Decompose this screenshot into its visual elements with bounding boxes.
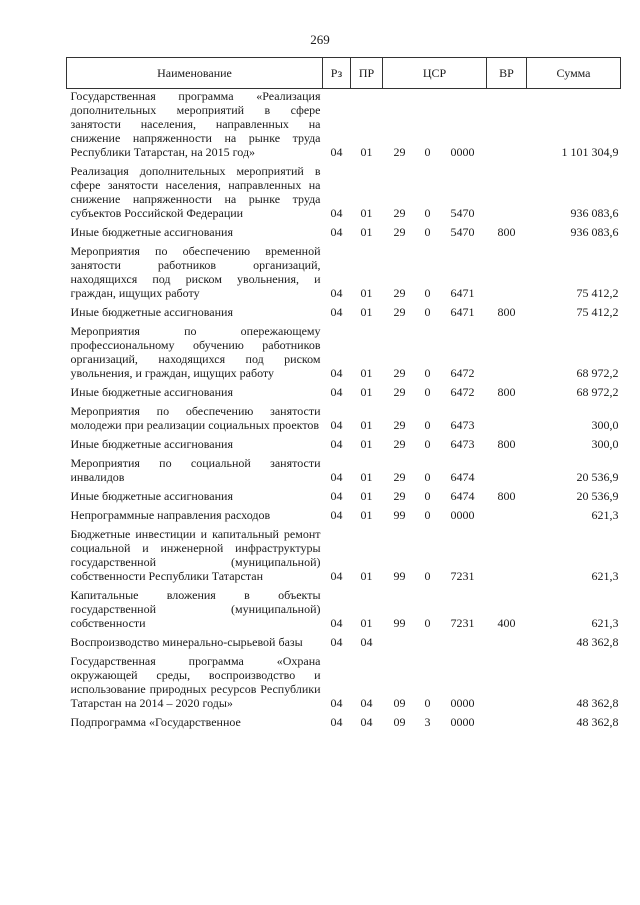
table-row	[67, 508, 621, 522]
row-pr: 01	[360, 305, 373, 319]
row-sum: 48 362,8	[576, 715, 619, 729]
row-pr: 01	[360, 145, 373, 159]
row-rz: 04	[330, 470, 343, 484]
row-vr: 800	[497, 437, 516, 451]
row-name: Подпрограмма «Государственное	[70, 715, 241, 729]
row-name: Бюджетные инвестиции и капитальный ремонт социальной и инженерной инфраструктуры государственной (муниципальной) собственности Республики Татарстан	[70, 527, 321, 583]
row-vr: 800	[497, 225, 516, 239]
row-csr-subprogram: 0	[424, 206, 431, 220]
row-vr	[487, 715, 527, 729]
page-number: 269	[310, 32, 330, 47]
row-rz: 04	[330, 206, 343, 220]
row-pr: 01	[360, 616, 373, 630]
row-csr-subprogram: 0	[424, 366, 431, 380]
row-csr-program: 29	[393, 489, 406, 503]
row-name: Мероприятия по обеспечению временной занятости работников организаций, находящихся под риском увольнения, и граждан, ищущих работу	[70, 244, 321, 300]
row-csr-direction	[439, 635, 487, 649]
row-csr-subprogram: 0	[424, 225, 431, 239]
row-rz: 04	[330, 616, 343, 630]
row-csr-program: 99	[393, 508, 406, 522]
table-row	[67, 164, 621, 220]
row-name: Иные бюджетные ассигнования	[70, 385, 233, 399]
row-csr-direction: 6473	[450, 437, 475, 451]
row-sum: 621,3	[591, 508, 619, 522]
row-csr-program: 29	[393, 470, 406, 484]
row-csr-program: 29	[393, 145, 406, 159]
table-row	[67, 489, 621, 503]
table-row	[67, 635, 621, 649]
table-row	[67, 244, 621, 300]
row-vr	[487, 527, 527, 583]
row-vr	[487, 456, 527, 484]
row-pr: 01	[360, 206, 373, 220]
row-csr-direction: 0000	[450, 145, 475, 159]
row-sum: 20 536,9	[576, 489, 619, 503]
table-row	[67, 654, 621, 710]
row-csr-direction: 6472	[450, 366, 475, 380]
row-vr	[487, 508, 527, 522]
row-csr-subprogram: 0	[424, 569, 431, 583]
row-vr	[487, 654, 527, 710]
row-rz: 04	[330, 286, 343, 300]
row-csr-program: 29	[393, 286, 406, 300]
header-pr: ПР	[351, 58, 383, 89]
row-csr-direction: 0000	[450, 508, 475, 522]
table-row	[67, 437, 621, 451]
row-csr-direction: 6474	[450, 470, 475, 484]
header-vr: ВР	[487, 58, 527, 89]
row-sum: 621,3	[591, 616, 619, 630]
header-csr: ЦСР	[383, 58, 487, 89]
row-rz: 04	[330, 635, 343, 649]
row-csr-program	[383, 635, 417, 649]
row-name: Воспроизводство минерально-сырьевой базы	[70, 635, 303, 649]
row-csr-direction: 6471	[450, 286, 475, 300]
row-rz: 04	[330, 437, 343, 451]
table-row	[67, 588, 621, 630]
row-name: Иные бюджетные ассигнования	[70, 305, 233, 319]
row-vr	[487, 635, 527, 649]
row-pr: 01	[360, 569, 373, 583]
row-pr: 04	[360, 715, 373, 729]
row-sum: 75 412,2	[576, 286, 619, 300]
row-vr: 800	[497, 385, 516, 399]
row-csr-direction: 5470	[450, 225, 475, 239]
row-csr-direction: 6471	[450, 305, 475, 319]
row-csr-program: 29	[393, 418, 406, 432]
row-rz: 04	[330, 489, 343, 503]
row-sum: 621,3	[591, 569, 619, 583]
row-csr-subprogram	[417, 635, 439, 649]
row-csr-subprogram: 0	[424, 437, 431, 451]
header-sum: Сумма	[527, 58, 621, 89]
row-pr: 01	[360, 385, 373, 399]
row-csr-subprogram: 0	[424, 145, 431, 159]
row-name: Иные бюджетные ассигнования	[70, 437, 233, 451]
row-vr	[487, 244, 527, 300]
row-vr	[487, 404, 527, 432]
row-csr-direction: 6473	[450, 418, 475, 432]
table-row	[67, 324, 621, 380]
row-csr-direction: 0000	[450, 715, 475, 729]
row-pr: 01	[360, 366, 373, 380]
row-sum: 68 972,2	[576, 366, 619, 380]
row-vr	[487, 89, 527, 160]
row-rz: 04	[330, 715, 343, 729]
row-name: Мероприятия по социальной занятости инвалидов	[70, 456, 321, 484]
row-sum: 300,0	[591, 437, 619, 451]
row-sum: 20 536,9	[576, 470, 619, 484]
row-csr-program: 29	[393, 437, 406, 451]
row-vr: 800	[497, 305, 516, 319]
row-name: Иные бюджетные ассигнования	[70, 225, 233, 239]
row-csr-subprogram: 0	[424, 286, 431, 300]
header-rz: Рз	[323, 58, 351, 89]
row-csr-subprogram: 0	[424, 305, 431, 319]
row-name: Мероприятия по опережающему профессиональному обучению работников организаций, находящихся под риском увольнения, и граждан, ищущих работу	[70, 324, 321, 380]
row-sum: 48 362,8	[576, 696, 619, 710]
row-rz: 04	[330, 385, 343, 399]
row-csr-subprogram: 0	[424, 508, 431, 522]
row-pr: 01	[360, 470, 373, 484]
row-rz: 04	[330, 305, 343, 319]
row-csr-direction: 7231	[450, 616, 475, 630]
row-csr-program: 99	[393, 616, 406, 630]
row-csr-direction: 0000	[450, 696, 475, 710]
row-csr-direction: 5470	[450, 206, 475, 220]
header-name: Наименование	[67, 58, 323, 89]
row-pr: 01	[360, 437, 373, 451]
row-pr: 01	[360, 286, 373, 300]
row-name: Капитальные вложения в объекты государственной (муниципальной) собственности	[70, 588, 321, 630]
row-name: Государственная программа «Реализация дополнительных мероприятий в сфере занятости населения, направленных на снижение напряженности на рынке труда Республики Татарстан, на 2015 год»	[70, 89, 321, 159]
row-csr-program: 09	[393, 696, 406, 710]
row-sum: 75 412,2	[576, 305, 619, 319]
table-row	[67, 305, 621, 319]
row-rz: 04	[330, 569, 343, 583]
row-name: Реализация дополнительных мероприятий в сфере занятости населения, направленных на снижение напряженности на рынке труда субъектов Российской Федерации	[70, 164, 321, 220]
row-pr: 01	[360, 225, 373, 239]
row-csr-subprogram: 0	[424, 470, 431, 484]
table-row	[67, 404, 621, 432]
row-sum: 48 362,8	[576, 635, 619, 649]
table-row	[67, 715, 621, 729]
row-csr-direction: 7231	[450, 569, 475, 583]
row-name: Мероприятия по обеспечению занятости молодежи при реализации социальных проектов	[70, 404, 321, 432]
row-pr: 01	[360, 489, 373, 503]
row-csr-subprogram: 0	[424, 696, 431, 710]
row-sum: 68 972,2	[576, 385, 619, 399]
row-vr: 400	[497, 616, 516, 630]
row-sum: 1 101 304,9	[561, 145, 619, 159]
row-sum: 300,0	[591, 418, 619, 432]
row-rz: 04	[330, 696, 343, 710]
row-csr-program: 29	[393, 366, 406, 380]
row-csr-program: 09	[393, 715, 406, 729]
row-rz: 04	[330, 225, 343, 239]
row-csr-direction: 6474	[450, 489, 475, 503]
row-csr-program: 29	[393, 225, 406, 239]
table-row	[67, 527, 621, 583]
row-vr	[487, 164, 527, 220]
row-rz: 04	[330, 145, 343, 159]
row-pr: 04	[360, 635, 373, 649]
row-csr-subprogram: 0	[424, 418, 431, 432]
table-row	[67, 225, 621, 239]
row-vr: 800	[497, 489, 516, 503]
row-sum: 936 083,6	[570, 206, 619, 220]
row-pr: 01	[360, 418, 373, 432]
row-csr-subprogram: 3	[424, 715, 431, 729]
row-csr-subprogram: 0	[424, 616, 431, 630]
row-rz: 04	[330, 418, 343, 432]
row-csr-direction: 6472	[450, 385, 475, 399]
row-name: Государственная программа «Охрана окружающей среды, воспроизводство и использование природных ресурсов Республики Татарстан на 2014 – 2020 годы»	[70, 654, 321, 710]
row-pr: 04	[360, 696, 373, 710]
table-row	[67, 456, 621, 484]
table-row	[67, 385, 621, 399]
row-csr-program: 29	[393, 206, 406, 220]
table-header	[67, 58, 621, 89]
row-sum: 936 083,6	[570, 225, 619, 239]
row-csr-program: 99	[393, 569, 406, 583]
table-body	[67, 89, 621, 730]
row-rz: 04	[330, 366, 343, 380]
row-vr	[487, 324, 527, 380]
row-name: Иные бюджетные ассигнования	[70, 489, 233, 503]
row-name: Непрограммные направления расходов	[70, 508, 271, 522]
row-csr-program: 29	[393, 385, 406, 399]
row-csr-program: 29	[393, 305, 406, 319]
table-row	[67, 89, 621, 160]
budget-table	[66, 57, 621, 729]
row-rz: 04	[330, 508, 343, 522]
row-pr: 01	[360, 508, 373, 522]
row-csr-subprogram: 0	[424, 489, 431, 503]
row-csr-subprogram: 0	[424, 385, 431, 399]
